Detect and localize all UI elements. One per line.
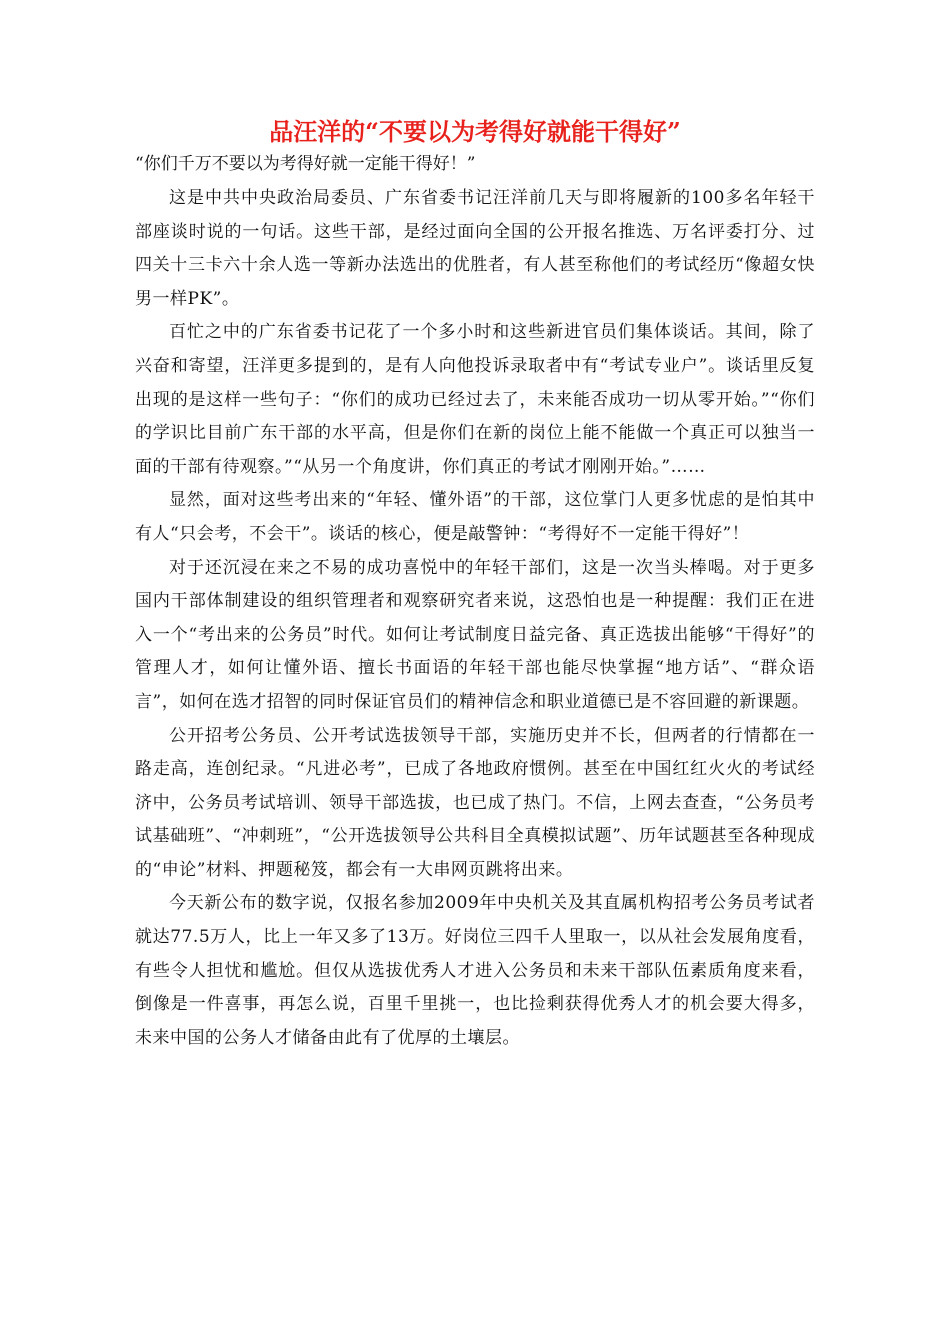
paragraph: 公开招考公务员、公开考试选拔领导干部，实施历史并不长，但两者的行情都在一路走高，连创纪录。“凡进必考”，已成了各地政府惯例。甚至在中国红红火火的考试经济中，公务员考试培训、领导干部选拔，也已成了热门。不信，上网去查查，“公务员考试基础班”、“冲刺班”，“公开选拔领导公共科目全真模拟试题”、历年试题甚至各种现成的“申论”材料、押题秘笈，都会有一大串网页跳将出来。 bbox=[135, 725, 815, 880]
document-body bbox=[135, 182, 815, 1055]
paragraph: 这是中共中央政治局委员、广东省委书记汪洋前几天与即将履新的100多名年轻干部座谈时说的一句话。这些干部，是经过面向全国的公开报名推选、万名评委打分、过四关十三卡六十余人选一等新办法选出的优胜者，有人甚至称他们的考试经历“像超女快男一样PK”。 bbox=[135, 188, 815, 309]
paragraph: 对于还沉浸在来之不易的成功喜悦中的年轻干部们，这是一次当头棒喝。对于更多国内干部体制建设的组织管理者和观察研究者来说，这恐怕也是一种提醒：我们正在进入一个“考出来的公务员”时代。如何让考试制度日益完备、真正选拔出能够“干得好”的管理人才，如何让懂外语、擅长书面语的年轻干部也能尽快掌握“地方话”、“群众语言”，如何在选才招智的同时保证官员们的精神信念和职业道德已是不容回避的新课题。 bbox=[135, 557, 815, 712]
document-title: 品汪洋的“不要以为考得好就能干得好” bbox=[269, 117, 681, 146]
paragraph: 百忙之中的广东省委书记花了一个多小时和这些新进官员们集体谈话。其间，除了兴奋和寄望，汪洋更多提到的，是有人向他投诉录取者中有“考试专业户”。谈话里反复出现的是这样一些句子：“你们的成功已经过去了，未来能否成功一切从零开始。”“你们的学识比目前广东干部的水平高，但是你们在新的岗位上能不能做一个真正可以独当一面的干部有待观察。”“从另一个角度讲，你们真正的考试才刚刚开始。”…… bbox=[135, 322, 815, 477]
paragraph: 显然，面对这些考出来的“年轻、懂外语”的干部，这位掌门人更多忧虑的是怕其中有人“只会考，不会干”。谈话的核心，便是敲警钟：“考得好不一定能干得好”！ bbox=[135, 490, 815, 544]
opening-quote: “你们千万不要以为考得好就一定能干得好！” bbox=[135, 154, 476, 174]
paragraph: 今天新公布的数字说，仅报名参加2009年中央机关及其直属机构招考公务员考试者就达77.5万人，比上一年又多了13万。好岗位三四千人里取一，以从社会发展角度看，有些令人担忧和尴尬。但仅从选拔优秀人才进入公务员和未来干部队伍素质角度来看，倒像是一件喜事，再怎么说，百里千里挑一，也比捡剩获得优秀人才的机会要大得多，未来中国的公务人才储备由此有了优厚的土壤层。 bbox=[135, 893, 815, 1048]
